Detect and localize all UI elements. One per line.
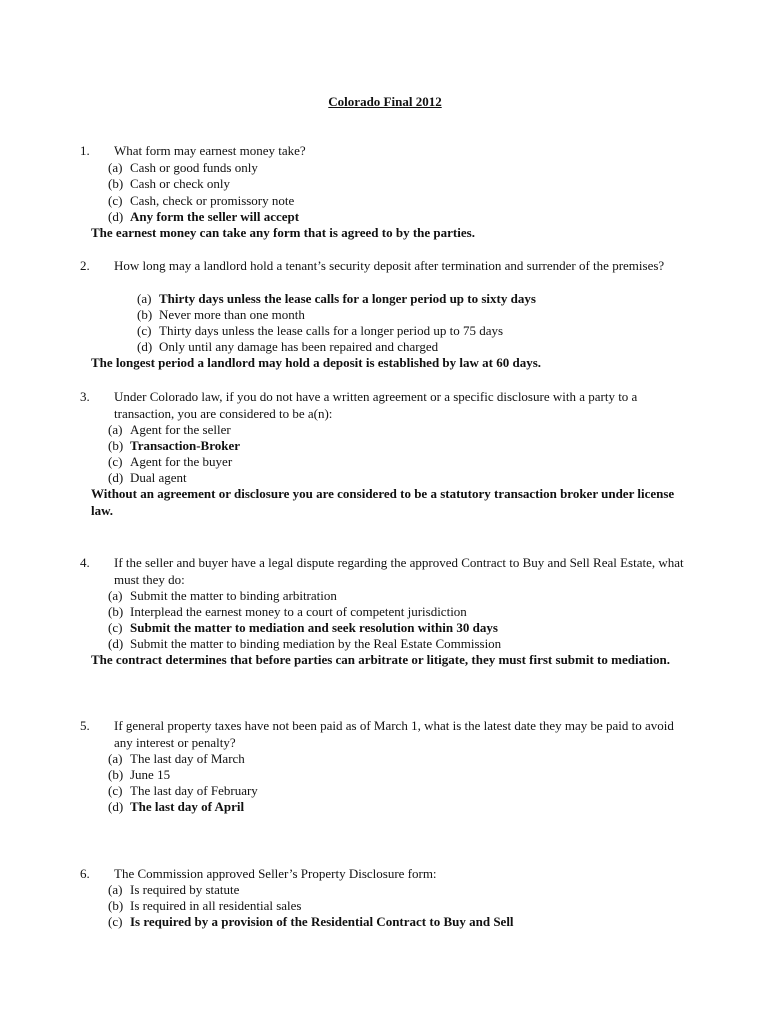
option-text: Thirty days unless the lease calls for a longer period up to sixty days	[159, 291, 536, 306]
option-text: Is required by statute	[130, 882, 240, 897]
option-text: Thirty days unless the lease calls for a longer period up to 75 days	[159, 323, 504, 338]
option-text: Agent for the buyer	[130, 454, 233, 469]
option-text: The last day of April	[130, 799, 245, 814]
option-d	[137, 339, 438, 356]
option-text: Cash, check or promissory note	[130, 193, 295, 208]
option-letter: (a)	[108, 422, 123, 437]
option-letter: (c)	[108, 193, 123, 208]
option-b	[137, 307, 305, 324]
option-c	[137, 323, 503, 340]
option-letter: (b)	[108, 767, 124, 782]
option-d	[108, 636, 501, 653]
option-b-correct	[108, 438, 240, 455]
option-c	[108, 193, 294, 210]
option-letter: (c)	[108, 783, 123, 798]
option-d-correct	[108, 799, 244, 816]
option-b	[108, 898, 301, 915]
question-number: 2.	[80, 258, 90, 273]
option-letter: (d)	[108, 470, 124, 485]
option-c-correct	[108, 620, 498, 637]
option-text: Transaction-Broker	[130, 438, 241, 453]
question-stem: If general property taxes have not been paid as of March 1, what is the latest date they may be paid to avoid any interest or penalty?	[114, 718, 674, 750]
option-text: Submit the matter to mediation and seek resolution within 30 days	[130, 620, 498, 635]
question-stem: If the seller and buyer have a legal dispute regarding the approved Contract to Buy and Sell Real Estate, what must they do:	[114, 555, 684, 587]
option-text: Submit the matter to binding arbitration	[130, 588, 337, 603]
option-letter: (d)	[108, 636, 124, 651]
option-text: Never more than one month	[159, 307, 305, 322]
option-letter: (a)	[108, 160, 123, 175]
question-number: 4.	[80, 555, 90, 570]
option-text: Cash or good funds only	[130, 160, 258, 175]
option-letter: (a)	[137, 291, 152, 306]
answer-explanation: The contract determines that before parties can arbitrate or litigate, they must first submit to mediation.	[91, 652, 670, 667]
option-text: Dual agent	[130, 470, 187, 485]
option-letter: (b)	[108, 898, 124, 913]
option-letter: (b)	[137, 307, 153, 322]
option-text: The last day of March	[130, 751, 245, 766]
option-letter: (c)	[137, 323, 152, 338]
question-stem: The Commission approved Seller’s Property Disclosure form:	[114, 866, 437, 881]
option-letter: (c)	[108, 914, 123, 929]
option-a	[108, 422, 231, 439]
option-a	[108, 160, 258, 177]
option-letter: (b)	[108, 176, 124, 191]
option-letter: (a)	[108, 588, 123, 603]
option-a	[108, 751, 245, 768]
option-text: The last day of February	[130, 783, 258, 798]
option-d	[108, 470, 187, 487]
option-letter: (a)	[108, 751, 123, 766]
option-letter: (d)	[108, 799, 124, 814]
question-stem: Under Colorado law, if you do not have a written agreement or a specific disclosure with a party to a transaction, you are considered to be a(n):	[114, 389, 638, 421]
document-title: Colorado Final 2012	[328, 94, 442, 109]
answer-explanation: The earnest money can take any form that is agreed to by the parties.	[91, 225, 475, 240]
option-a	[108, 588, 337, 605]
option-letter: (c)	[108, 454, 123, 469]
question-number: 3.	[80, 389, 90, 404]
option-b	[108, 604, 467, 621]
option-c	[108, 454, 232, 471]
option-text: Is required in all residential sales	[130, 898, 302, 913]
question-number: 5.	[80, 718, 90, 733]
option-c	[108, 783, 258, 800]
answer-explanation: Without an agreement or disclosure you are considered to be a statutory transaction broker under license law.	[91, 486, 675, 518]
option-letter: (d)	[108, 209, 124, 224]
option-text: Submit the matter to binding mediation by the Real Estate Commission	[130, 636, 502, 651]
question-number: 1.	[80, 143, 90, 158]
option-letter: (b)	[108, 438, 124, 453]
option-letter: (d)	[137, 339, 153, 354]
option-letter: (c)	[108, 620, 123, 635]
option-b	[108, 176, 230, 193]
option-letter: (a)	[108, 882, 123, 897]
option-text: Is required by a provision of the Residential Contract to Buy and Sell	[130, 914, 514, 929]
option-a	[108, 882, 239, 899]
option-text: June 15	[130, 767, 171, 782]
answer-explanation: The longest period a landlord may hold a deposit is established by law at 60 days.	[91, 355, 542, 370]
option-a-correct	[137, 291, 536, 308]
option-b	[108, 767, 170, 784]
option-text: Interplead the earnest money to a court of competent jurisdiction	[130, 604, 467, 619]
option-text: Only until any damage has been repaired and charged	[159, 339, 439, 354]
option-d-correct	[108, 209, 299, 226]
option-text: Any form the seller will accept	[130, 209, 300, 224]
question-stem: What form may earnest money take?	[114, 143, 306, 158]
question-number: 6.	[80, 866, 90, 881]
question-stem: How long may a landlord hold a tenant’s security deposit after termination and surrender of the premises?	[114, 258, 665, 273]
option-c-correct	[108, 914, 514, 931]
option-letter: (b)	[108, 604, 124, 619]
option-text: Agent for the seller	[130, 422, 231, 437]
option-text: Cash or check only	[130, 176, 231, 191]
